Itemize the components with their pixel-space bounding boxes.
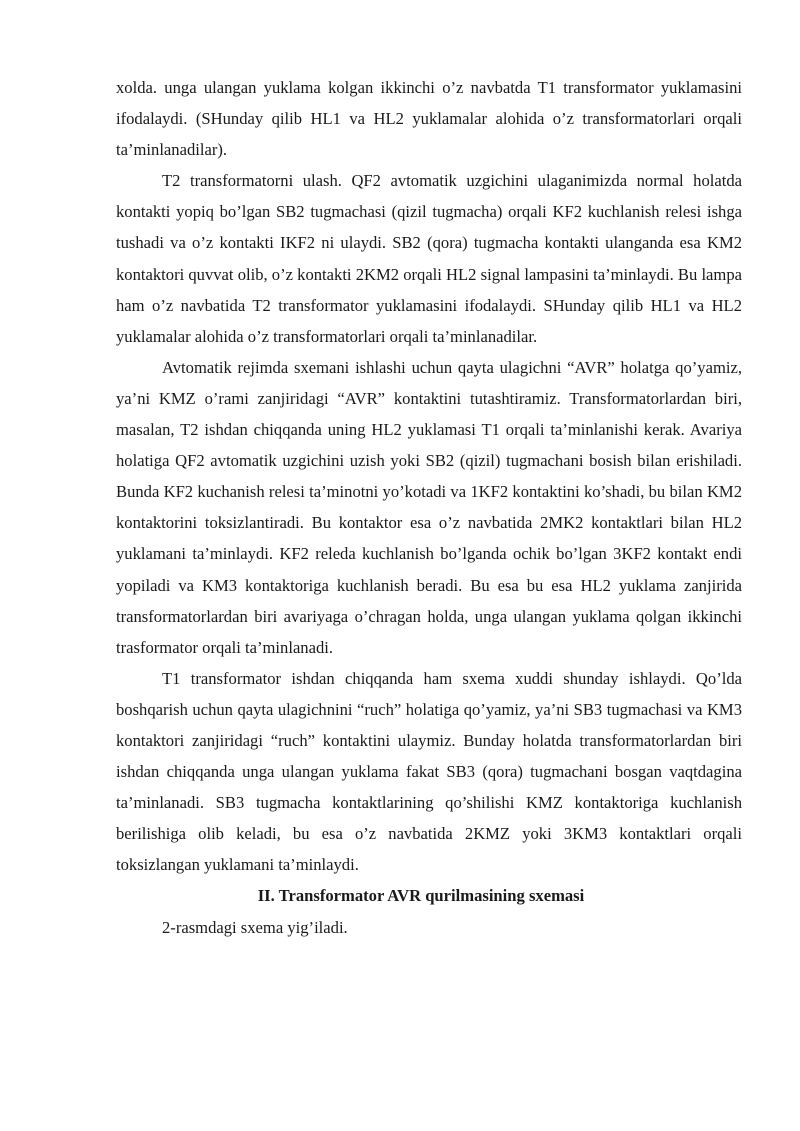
paragraph-automatic-mode: Avtomatik rejimda sxemani ishlashi uchun qayta ulagichni “AVR” holatga qo’yamiz, ya’ni KMZ o’rami zanjiridagi “AVR” kontaktini tutashtiramiz. Transformatorlardan biri, masalan, T2 ishdan chiqqanda uning HL2 yuklamasi T1 orqali ta’minlanishi kerak. Avariya holatiga QF2 avtomatik uzgichini uzish yoki SB2 (qizil) tugmachani bosish bilan erishiladi. Bunda KF2 kuchanish relesi ta’minotni yo’kotadi va 1KF2 kontaktini ko’shadi, bu bilan KM2 kontaktorini toksizlantiradi. Bu kontaktor esa o’z navbatida 2MK2 kontaktlari bilan HL2 yuklamani ta’minlaydi. KF2 releda kuchlanish bo’lganda ochik bo’lgan 3KF2 kontakt endi yopiladi va KM3 kontaktoriga kuchlanish beradi. Bu esa bu esa HL2 yuklama zanjirida transformatorlardan biri avariyaga o’chragan holda, unga ulangan yuklama qolgan ikkinchi trasformator orqali ta’minlanadi. — [116, 357, 742, 657]
paragraph-closing: 2-rasmdagi sxema yig’iladi. — [162, 917, 348, 937]
section-heading-text: II. Transformator AVR qurilmasining sxemasi — [257, 886, 585, 906]
document-body — [116, 72, 742, 943]
paragraph-continuation: xolda. unga ulangan yuklama kolgan ikkinchi o’z navbatda T1 transformator yuklamasini ifodalaydi. (SHunday qilib HL1 va HL2 yuklamalar alohida o’z transformatorlari orqali ta’minlanadilar). — [116, 78, 742, 160]
paragraph-t2-connection: T2 transformatorni ulash. QF2 avtomatik uzgichini ulaganimizda normal holatda kontakti yopiq bo’lgan SB2 tugmachasi (qizil tugmacha) orqali KF2 kuchlanish relesi ishga tushadi va o’z kontakti IKF2 ni ulaydi. SB2 (qora) tugmacha kontakti ulanganda esa KM2 kontaktori quvvat olib, o’z kontakti 2KM2 orqali HL2 signal lampasini ta’minlaydi. Bu lampa ham o’z navbatida T2 transformator yuklamasini ifodalaydi. SHunday qilib HL1 va HL2 yuklamalar alohida o’z transformatorlari orqali ta’minlanadilar. — [116, 171, 742, 346]
paragraph-t1-failure: T1 transformator ishdan chiqqanda ham sxema xuddi shunday ishlaydi. Qo’lda boshqarish uchun qayta ulagichnini “ruch” holatiga qo’yamiz, ya’ni SB3 tugmachasi va KM3 kontaktori zanjiridagi “ruch” kontaktini ulaymiz. Bunday holatda transformatorlardan biri ishdan chiqqanda unga ulangan yuklama fakat SB3 (qora) tugmachani bosgan vaqtdagina ta’minlanadi. SB3 tugmacha kontaktlarining qo’shilishi KMZ kontaktoriga kuchlanish berilishiga olib keladi, bu esa o’z navbatida 2KMZ yoki 3KM3 kontaktlari orqali toksizlangan yuklamani ta’minlaydi. — [116, 668, 742, 875]
section-heading — [116, 880, 742, 911]
